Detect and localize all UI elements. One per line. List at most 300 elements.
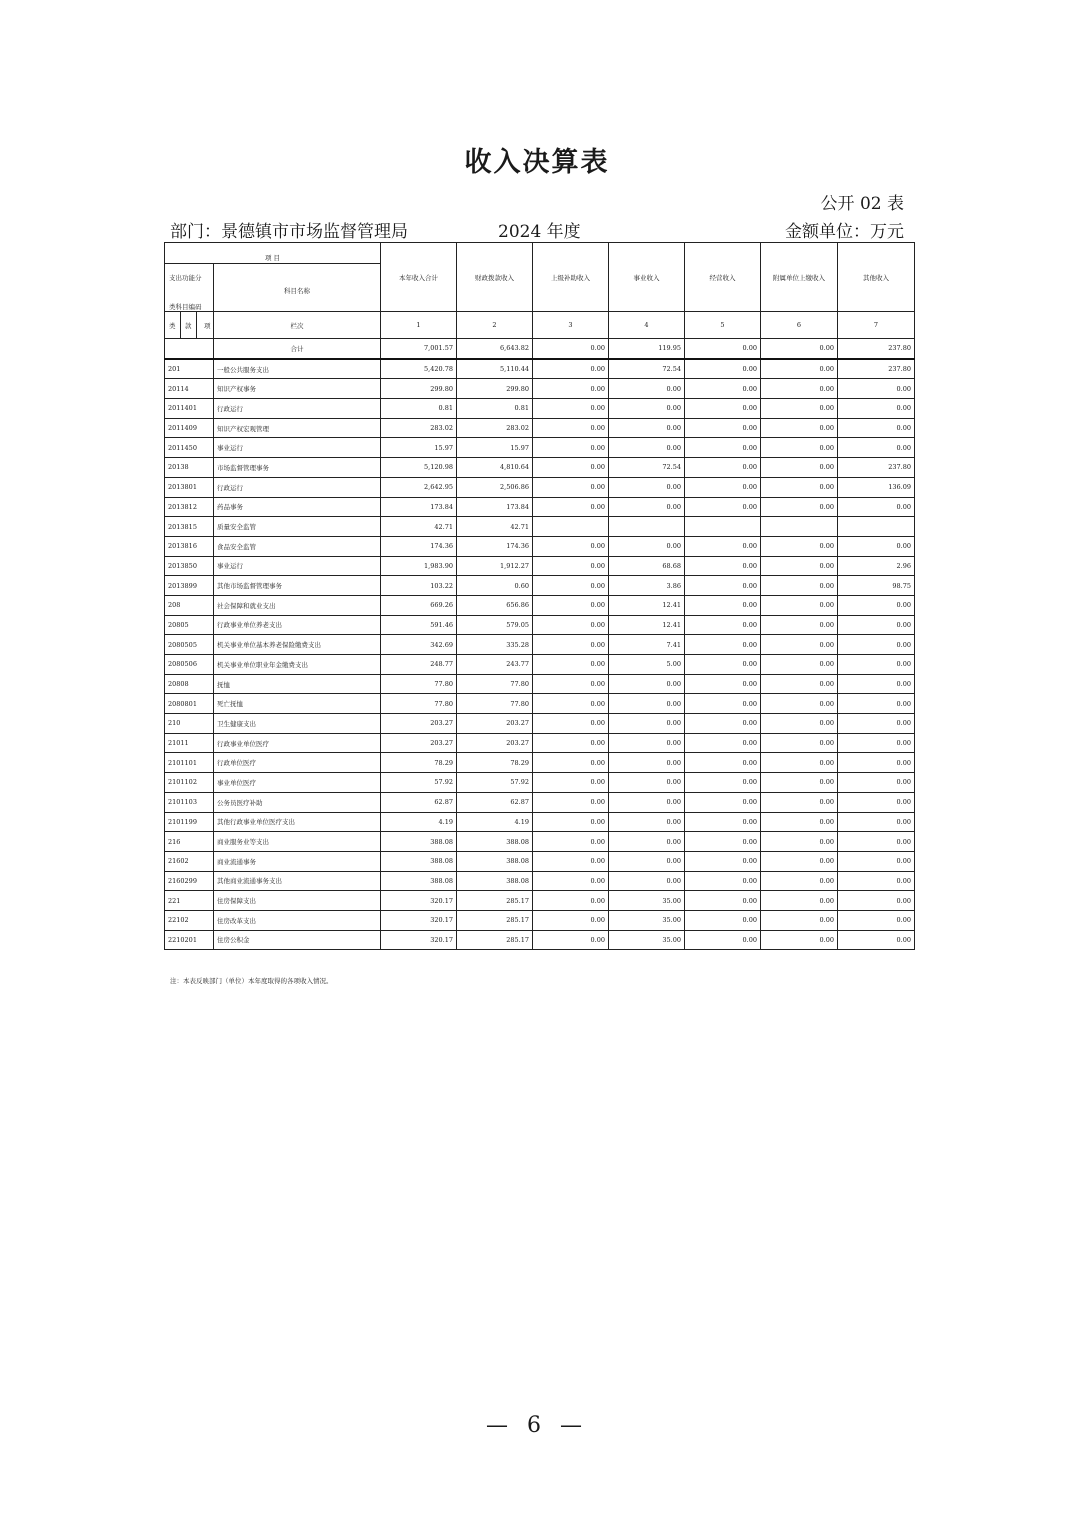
amount-cell: 42.71 <box>457 517 533 537</box>
header-class-code: 类科目编码 <box>169 303 202 311</box>
amount-cell: 0.00 <box>609 733 685 753</box>
subject-name: 死亡抚恤 <box>214 694 381 714</box>
amount-cell: 0.00 <box>761 595 838 615</box>
amount-cell: 0.00 <box>685 536 761 556</box>
amount-cell: 0.00 <box>685 635 761 655</box>
subject-name: 事业单位医疗 <box>214 773 381 793</box>
year-label: 2024 年度 <box>498 222 581 242</box>
amount-cell: 0.00 <box>533 576 609 596</box>
header-col-6: 附属单位上缴收入 <box>761 243 838 312</box>
subject-name: 行政运行 <box>214 399 381 419</box>
header-project: 项 目 <box>264 254 281 262</box>
amount-cell: 4.19 <box>457 812 533 832</box>
amount-cell: 0.00 <box>761 399 838 419</box>
subject-name: 质量安全监管 <box>214 517 381 537</box>
amount-cell: 0.00 <box>685 930 761 950</box>
amount-cell: 0.00 <box>838 832 915 852</box>
amount-cell: 0.00 <box>761 910 838 930</box>
amount-cell: 0.00 <box>838 851 915 871</box>
table-row <box>165 379 915 399</box>
amount-cell: 0.00 <box>533 458 609 478</box>
amount-cell: 72.54 <box>609 458 685 478</box>
subject-name: 机关事业单位职业年金缴费支出 <box>214 655 381 675</box>
subject-name: 其他市场监督管理事务 <box>214 576 381 596</box>
amount-cell: 15.97 <box>381 438 457 458</box>
subject-code: 216 <box>165 832 214 852</box>
table-row <box>165 399 915 419</box>
amount-cell: 62.87 <box>457 792 533 812</box>
amount-cell: 388.08 <box>381 871 457 891</box>
amount-cell: 0.00 <box>761 556 838 576</box>
amount-cell: 0.00 <box>609 792 685 812</box>
table-row <box>165 812 915 832</box>
subject-name: 抚恤 <box>214 674 381 694</box>
amount-cell: 77.80 <box>457 694 533 714</box>
amount-cell: 0.00 <box>761 674 838 694</box>
amount-cell: 0.00 <box>685 694 761 714</box>
subject-name: 住房公积金 <box>214 930 381 950</box>
table-row <box>165 418 915 438</box>
amount-cell: 0.00 <box>533 399 609 419</box>
amount-cell: 0.00 <box>761 930 838 950</box>
amount-cell: 173.84 <box>381 497 457 517</box>
subject-code: 2013801 <box>165 477 214 497</box>
amount-cell: 0.00 <box>609 536 685 556</box>
amount-cell: 42.71 <box>381 517 457 537</box>
subject-name: 知识产权宏观管理 <box>214 418 381 438</box>
amount-cell: 283.02 <box>457 418 533 438</box>
amount-cell: 248.77 <box>381 655 457 675</box>
amount-cell: 285.17 <box>457 930 533 950</box>
table-row <box>165 733 915 753</box>
amount-cell: 0.00 <box>761 832 838 852</box>
amount-cell: 0.00 <box>761 615 838 635</box>
amount-cell: 0.00 <box>838 635 915 655</box>
amount-cell: 0.00 <box>533 714 609 734</box>
amount-cell: 0.00 <box>838 595 915 615</box>
amount-cell: 2,506.86 <box>457 477 533 497</box>
amount-cell: 0.00 <box>761 812 838 832</box>
amount-cell: 0.00 <box>761 379 838 399</box>
subject-code: 2080801 <box>165 694 214 714</box>
subject-code: 2101103 <box>165 792 214 812</box>
amount-cell: 299.80 <box>457 379 533 399</box>
amount-cell: 203.27 <box>381 714 457 734</box>
amount-cell: 0.00 <box>838 792 915 812</box>
header-subject-name: 科目名称 <box>284 287 310 295</box>
amount-cell: 35.00 <box>609 891 685 911</box>
col-num-1: 1 <box>381 312 457 339</box>
amount-cell: 0.81 <box>457 399 533 419</box>
header-col-2: 财政拨款收入 <box>457 243 533 312</box>
amount-cell: 0.00 <box>685 733 761 753</box>
amount-cell: 0.00 <box>761 536 838 556</box>
table-row <box>165 497 915 517</box>
amount-cell: 0.00 <box>761 359 838 379</box>
amount-cell: 0.00 <box>761 792 838 812</box>
subject-code: 2013816 <box>165 536 214 556</box>
table-row <box>165 773 915 793</box>
amount-cell: 0.00 <box>533 891 609 911</box>
amount-cell: 0.00 <box>838 379 915 399</box>
form-number: 公开 02 表 <box>820 194 904 214</box>
amount-cell: 0.00 <box>838 615 915 635</box>
amount-cell: 0.00 <box>685 792 761 812</box>
amount-cell: 203.27 <box>381 733 457 753</box>
subject-name: 行政单位医疗 <box>214 753 381 773</box>
amount-cell: 0.00 <box>609 871 685 891</box>
amount-cell: 669.26 <box>381 595 457 615</box>
amount-cell: 5,420.78 <box>381 359 457 379</box>
amount-cell: 388.08 <box>457 871 533 891</box>
page-number: — 6 — <box>486 1413 588 1438</box>
header-xiang: 项 <box>204 322 211 330</box>
subject-code: 2101102 <box>165 773 214 793</box>
amount-cell: 68.68 <box>609 556 685 576</box>
amount-cell: 388.08 <box>381 832 457 852</box>
amount-cell: 2,642.95 <box>381 477 457 497</box>
table-row <box>165 871 915 891</box>
amount-cell: 0.00 <box>761 655 838 675</box>
subject-name: 住房保障支出 <box>214 891 381 911</box>
subject-code: 2011401 <box>165 399 214 419</box>
table-row <box>165 477 915 497</box>
table-row <box>165 536 915 556</box>
amount-cell: 0.00 <box>685 359 761 379</box>
page-title: 收入决算表 <box>464 147 610 178</box>
amount-cell <box>761 517 838 537</box>
subject-name: 行政运行 <box>214 477 381 497</box>
amount-cell: 0.00 <box>761 773 838 793</box>
amount-cell: 0.00 <box>838 773 915 793</box>
amount-cell: 0.00 <box>533 615 609 635</box>
amount-cell: 4,810.64 <box>457 458 533 478</box>
amount-cell: 0.00 <box>685 458 761 478</box>
amount-cell: 0.00 <box>685 418 761 438</box>
amount-cell: 283.02 <box>381 418 457 438</box>
amount-cell: 591.46 <box>381 615 457 635</box>
table-row <box>165 458 915 478</box>
amount-cell: 62.87 <box>381 792 457 812</box>
subject-name: 商业流通事务 <box>214 851 381 871</box>
amount-cell: 3.86 <box>609 576 685 596</box>
amount-cell: 320.17 <box>381 910 457 930</box>
subject-code: 20808 <box>165 674 214 694</box>
amount-cell: 0.00 <box>533 773 609 793</box>
amount-cell: 0.00 <box>685 891 761 911</box>
subject-code: 22102 <box>165 910 214 930</box>
amount-cell: 0.00 <box>838 399 915 419</box>
header-func-class: 支出功能分 <box>169 274 202 282</box>
amount-cell: 0.00 <box>533 792 609 812</box>
subject-code: 2013899 <box>165 576 214 596</box>
amount-cell <box>533 517 609 537</box>
subject-name: 药品事务 <box>214 497 381 517</box>
amount-cell: 243.77 <box>457 655 533 675</box>
amount-cell: 72.54 <box>609 359 685 379</box>
header-col-1: 本年收入合计 <box>381 243 457 312</box>
amount-cell: 0.00 <box>609 497 685 517</box>
amount-cell: 0.00 <box>609 379 685 399</box>
amount-cell: 203.27 <box>457 714 533 734</box>
amount-cell: 12.41 <box>609 595 685 615</box>
table-row <box>165 517 915 537</box>
amount-cell: 0.00 <box>685 556 761 576</box>
total-value: 0.00 <box>761 339 838 359</box>
subject-code: 201 <box>165 359 214 379</box>
amount-cell <box>838 517 915 537</box>
amount-cell: 98.75 <box>838 576 915 596</box>
total-label: 合计 <box>214 339 381 359</box>
amount-cell: 0.00 <box>533 556 609 576</box>
header-class-split <box>165 312 214 339</box>
table-row <box>165 576 915 596</box>
subject-code: 2160299 <box>165 871 214 891</box>
amount-cell: 0.00 <box>533 379 609 399</box>
amount-cell: 0.00 <box>685 674 761 694</box>
amount-cell: 0.00 <box>838 418 915 438</box>
amount-cell: 0.00 <box>609 438 685 458</box>
table-row <box>165 438 915 458</box>
footnote: 注：本表反映部门（单位）本年度取得的各项收入情况。 <box>170 977 333 985</box>
amount-cell: 0.00 <box>533 733 609 753</box>
amount-cell: 0.00 <box>838 891 915 911</box>
amount-cell: 0.00 <box>685 910 761 930</box>
amount-cell: 0.00 <box>533 359 609 379</box>
subject-name: 住房改革支出 <box>214 910 381 930</box>
subject-code: 2101199 <box>165 812 214 832</box>
subject-code: 2013815 <box>165 517 214 537</box>
subject-name: 食品安全监管 <box>214 536 381 556</box>
meta-line <box>170 217 904 241</box>
amount-cell: 1,912.27 <box>457 556 533 576</box>
amount-cell: 0.00 <box>609 773 685 793</box>
total-value: 0.00 <box>533 339 609 359</box>
table-row <box>165 910 915 930</box>
subject-name: 行政事业单位养老支出 <box>214 615 381 635</box>
amount-cell: 0.00 <box>533 655 609 675</box>
total-value: 119.95 <box>609 339 685 359</box>
amount-cell: 35.00 <box>609 930 685 950</box>
amount-cell: 0.00 <box>533 418 609 438</box>
table-row <box>165 674 915 694</box>
subject-code: 2013850 <box>165 556 214 576</box>
amount-cell: 0.00 <box>685 595 761 615</box>
amount-cell: 237.80 <box>838 458 915 478</box>
subject-code: 221 <box>165 891 214 911</box>
subject-name: 商业服务业等支出 <box>214 832 381 852</box>
amount-cell: 0.00 <box>761 458 838 478</box>
amount-cell: 0.00 <box>609 812 685 832</box>
subject-code: 2080506 <box>165 655 214 675</box>
table-row <box>165 556 915 576</box>
header-lei: 类 <box>169 322 176 330</box>
subject-name: 事业运行 <box>214 438 381 458</box>
amount-cell: 0.00 <box>533 851 609 871</box>
amount-cell: 299.80 <box>381 379 457 399</box>
amount-cell: 0.00 <box>761 753 838 773</box>
amount-cell: 15.97 <box>457 438 533 458</box>
amount-cell: 0.00 <box>838 497 915 517</box>
amount-cell: 0.00 <box>838 674 915 694</box>
amount-cell: 0.00 <box>761 497 838 517</box>
amount-cell: 0.00 <box>685 379 761 399</box>
amount-cell: 579.05 <box>457 615 533 635</box>
amount-cell: 57.92 <box>457 773 533 793</box>
amount-cell: 173.84 <box>457 497 533 517</box>
amount-cell: 0.00 <box>533 812 609 832</box>
amount-cell: 0.00 <box>533 635 609 655</box>
table-row <box>165 595 915 615</box>
col-num-3: 3 <box>533 312 609 339</box>
subject-code: 2011450 <box>165 438 214 458</box>
amount-cell: 285.17 <box>457 891 533 911</box>
header-col-4: 事业收入 <box>609 243 685 312</box>
amount-cell: 320.17 <box>381 891 457 911</box>
amount-cell: 7.41 <box>609 635 685 655</box>
amount-cell: 0.00 <box>609 418 685 438</box>
col-num-4: 4 <box>609 312 685 339</box>
subject-name: 一般公共服务支出 <box>214 359 381 379</box>
total-value: 0.00 <box>685 339 761 359</box>
amount-cell: 0.00 <box>761 851 838 871</box>
amount-cell: 0.00 <box>609 832 685 852</box>
subject-name: 社会保障和就业支出 <box>214 595 381 615</box>
amount-cell: 0.00 <box>685 714 761 734</box>
amount-cell: 0.00 <box>533 674 609 694</box>
header-project-cell <box>165 243 381 312</box>
total-value: 7,001.57 <box>381 339 457 359</box>
amount-cell: 342.69 <box>381 635 457 655</box>
amount-cell: 0.00 <box>761 871 838 891</box>
amount-cell: 0.81 <box>381 399 457 419</box>
amount-cell: 0.00 <box>533 930 609 950</box>
amount-cell: 5,110.44 <box>457 359 533 379</box>
amount-cell: 0.00 <box>838 753 915 773</box>
amount-cell: 0.00 <box>838 871 915 891</box>
amount-cell: 0.00 <box>761 714 838 734</box>
amount-cell: 0.00 <box>761 477 838 497</box>
amount-cell: 0.00 <box>609 851 685 871</box>
amount-cell: 0.00 <box>533 910 609 930</box>
total-row <box>165 339 915 359</box>
amount-cell: 2.96 <box>838 556 915 576</box>
subject-name: 其他行政事业单位医疗支出 <box>214 812 381 832</box>
subject-code: 2080505 <box>165 635 214 655</box>
subject-code: 2013812 <box>165 497 214 517</box>
total-value: 237.80 <box>838 339 915 359</box>
subject-name: 公务员医疗补助 <box>214 792 381 812</box>
amount-cell: 77.80 <box>381 674 457 694</box>
amount-cell: 0.00 <box>533 694 609 714</box>
subject-code: 210 <box>165 714 214 734</box>
amount-cell: 174.36 <box>381 536 457 556</box>
amount-cell: 285.17 <box>457 910 533 930</box>
table-row <box>165 753 915 773</box>
amount-cell: 77.80 <box>381 694 457 714</box>
header-lanci: 栏次 <box>214 312 381 339</box>
subject-name: 其他商业流通事务支出 <box>214 871 381 891</box>
header-col-5: 经营收入 <box>685 243 761 312</box>
table-row <box>165 615 915 635</box>
amount-cell: 0.00 <box>838 910 915 930</box>
amount-cell: 0.00 <box>685 615 761 635</box>
subject-code: 2210201 <box>165 930 214 950</box>
amount-cell: 12.41 <box>609 615 685 635</box>
amount-cell: 0.00 <box>761 694 838 714</box>
table-row <box>165 694 915 714</box>
amount-cell: 0.00 <box>533 753 609 773</box>
table-row <box>165 635 915 655</box>
amount-cell: 203.27 <box>457 733 533 753</box>
amount-cell: 0.00 <box>609 714 685 734</box>
amount-cell: 0.00 <box>761 891 838 911</box>
amount-cell: 0.00 <box>685 871 761 891</box>
header-col-7: 其他收入 <box>838 243 915 312</box>
amount-cell: 388.08 <box>457 832 533 852</box>
amount-cell: 0.00 <box>685 851 761 871</box>
table-row <box>165 655 915 675</box>
subject-name: 卫生健康支出 <box>214 714 381 734</box>
col-num-2: 2 <box>457 312 533 339</box>
amount-cell <box>685 517 761 537</box>
amount-cell <box>609 517 685 537</box>
amount-cell: 0.00 <box>685 399 761 419</box>
amount-cell: 0.00 <box>609 477 685 497</box>
amount-cell: 77.80 <box>457 674 533 694</box>
amount-cell: 0.00 <box>609 694 685 714</box>
subject-code: 2011409 <box>165 418 214 438</box>
amount-cell: 656.86 <box>457 595 533 615</box>
amount-cell: 0.00 <box>838 733 915 753</box>
amount-cell: 1,983.90 <box>381 556 457 576</box>
amount-cell: 0.00 <box>533 871 609 891</box>
amount-cell: 0.00 <box>685 477 761 497</box>
col-num-6: 6 <box>761 312 838 339</box>
amount-cell: 0.00 <box>609 399 685 419</box>
unit-label: 金额单位：万元 <box>785 222 904 242</box>
subject-name: 知识产权事务 <box>214 379 381 399</box>
table-row <box>165 359 915 379</box>
amount-cell: 0.00 <box>838 536 915 556</box>
header-kuan: 款 <box>185 322 192 330</box>
amount-cell: 174.36 <box>457 536 533 556</box>
subject-code: 208 <box>165 595 214 615</box>
subject-code: 21011 <box>165 733 214 753</box>
amount-cell: 0.00 <box>533 438 609 458</box>
amount-cell: 0.00 <box>761 438 838 458</box>
amount-cell: 0.00 <box>838 655 915 675</box>
amount-cell: 0.00 <box>609 753 685 773</box>
header-col-3: 上级补助收入 <box>533 243 609 312</box>
subject-code: 20805 <box>165 615 214 635</box>
subject-code: 21602 <box>165 851 214 871</box>
amount-cell: 0.00 <box>609 674 685 694</box>
table-row <box>165 792 915 812</box>
amount-cell: 0.00 <box>761 576 838 596</box>
amount-cell: 0.00 <box>685 832 761 852</box>
amount-cell: 0.00 <box>838 714 915 734</box>
amount-cell: 0.00 <box>685 438 761 458</box>
department-label: 部门：景德镇市市场监督管理局 <box>170 222 408 242</box>
amount-cell: 0.00 <box>761 635 838 655</box>
table-row <box>165 891 915 911</box>
amount-cell: 0.00 <box>838 694 915 714</box>
subject-name: 机关事业单位基本养老保险缴费支出 <box>214 635 381 655</box>
table-row <box>165 832 915 852</box>
amount-cell: 0.00 <box>533 832 609 852</box>
subject-name: 事业运行 <box>214 556 381 576</box>
